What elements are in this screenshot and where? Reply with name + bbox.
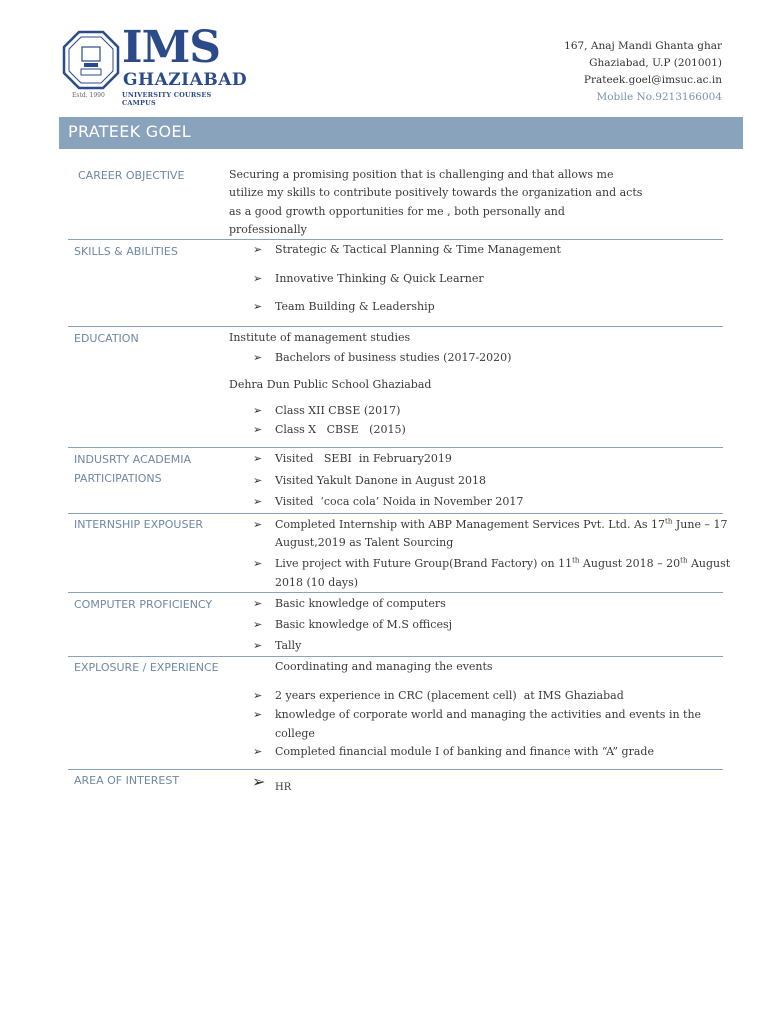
logo-city: GHAZIABAD bbox=[123, 70, 248, 90]
institution-name: Institute of management studies bbox=[229, 331, 411, 344]
list-item: ➢ Innovative Thinking & Quick Learner bbox=[275, 269, 484, 288]
section-experience bbox=[68, 656, 723, 770]
logo-estd: Estd. 1990 bbox=[72, 92, 105, 99]
mobile-number: Mobile No.9213166004 bbox=[596, 91, 722, 103]
contact-block bbox=[564, 38, 722, 106]
bullet-arrow-icon: ➢ bbox=[253, 404, 263, 417]
list-item: ➢ Strategic & Tactical Planning & Time Management bbox=[275, 240, 561, 259]
section-label: COMPUTER PROFICIENCY bbox=[74, 598, 213, 611]
experience-heading: Coordinating and managing the events bbox=[275, 660, 493, 673]
section-career-objective bbox=[68, 165, 723, 239]
list-item: ➢ Visited ‘coca cola’ Noida in November 2017 bbox=[275, 492, 523, 511]
list-item: ➢ Completed Internship with ABP Management Services Pvt. Ltd. As 17th June – 17 bbox=[275, 515, 727, 534]
bullet-arrow-icon: ➢ bbox=[253, 272, 263, 285]
bullet-arrow-icon: ➢ bbox=[253, 745, 263, 758]
section-industry-academia bbox=[68, 447, 723, 514]
bullet-arrow-icon: ➢ bbox=[253, 708, 263, 721]
bullet-arrow-icon: ➢ bbox=[253, 474, 263, 487]
section-label: PARTICIPATIONS bbox=[74, 472, 162, 485]
list-item: ➢ Completed financial module I of banking and finance with “A” grade bbox=[275, 742, 654, 761]
career-line: professionally bbox=[229, 223, 307, 236]
list-item: ➢ Basic knowledge of M.S officesj bbox=[275, 615, 452, 634]
ims-logo bbox=[62, 22, 248, 107]
bullet-arrow-icon: ➢ bbox=[253, 597, 263, 610]
section-label: EXPLOSURE / EXPERIENCE bbox=[74, 661, 219, 674]
bullet-arrow-icon: ➢ bbox=[253, 351, 263, 364]
list-item-continuation: college bbox=[275, 727, 315, 740]
ims-seal-icon bbox=[62, 30, 120, 90]
bullet-arrow-icon: ➢ bbox=[253, 518, 263, 531]
career-line: as a good growth opportunities for me , both personally and bbox=[229, 205, 565, 218]
address-line-1: 167, Anaj Mandi Ghanta ghar bbox=[564, 40, 722, 52]
list-item: ➢ Class X CBSE (2015) bbox=[275, 420, 406, 439]
section-label: CAREER OBJECTIVE bbox=[78, 169, 185, 182]
list-item: ➢ Visited SEBI in February2019 bbox=[275, 449, 452, 468]
list-item: ➢ Live project with Future Group(Brand Factory) on 11th August 2018 – 20th August bbox=[275, 554, 730, 573]
list-item: ➢ 2 years experience in CRC (placement cell) at IMS Ghaziabad bbox=[275, 686, 624, 705]
list-item: ➢ HR bbox=[252, 772, 292, 793]
email[interactable]: Prateek.goel@imsuc.ac.in bbox=[583, 74, 722, 86]
logo-wordmark: IMS bbox=[122, 22, 221, 73]
institution-name: Dehra Dun Public School Ghaziabad bbox=[229, 378, 432, 391]
section-label: INDUSRTY ACADEMIA bbox=[74, 453, 191, 466]
section-label: EDUCATION bbox=[74, 332, 139, 345]
section-area-of-interest bbox=[68, 769, 723, 810]
name-bar bbox=[59, 117, 743, 149]
section-education bbox=[68, 326, 723, 448]
section-label: INTERNSHIP EXPOUSER bbox=[74, 518, 204, 531]
list-item: ➢ knowledge of corporate world and managing the activities and events in the bbox=[275, 705, 701, 724]
list-item-continuation: August,2019 as Talent Sourcing bbox=[275, 536, 454, 549]
address-line-2: Ghaziabad, U.P (201001) bbox=[589, 57, 722, 69]
section-skills bbox=[68, 239, 723, 327]
bullet-arrow-icon: ➢ bbox=[253, 557, 263, 570]
list-item: ➢ Visited Yakult Danone in August 2018 bbox=[275, 471, 486, 490]
section-internship bbox=[68, 513, 731, 593]
list-item: ➢ Team Building & Leadership bbox=[275, 297, 435, 316]
bullet-arrow-icon: ➢ bbox=[253, 243, 263, 256]
list-item: ➢ Class XII CBSE (2017) bbox=[275, 401, 400, 420]
bullet-arrow-icon: ➢ bbox=[253, 423, 263, 436]
logo-tagline: UNIVERSITY COURSES CAMPUS bbox=[122, 91, 212, 107]
career-line: utilize my skills to contribute positively towards the organization and acts bbox=[229, 186, 643, 199]
bullet-arrow-icon: ➢ bbox=[253, 639, 263, 652]
section-computer-proficiency bbox=[68, 592, 723, 657]
list-item: ➢ Basic knowledge of computers bbox=[275, 594, 446, 613]
list-item: ➢ Bachelors of business studies (2017-2020) bbox=[275, 348, 511, 367]
section-label: SKILLS & ABILITIES bbox=[74, 245, 178, 258]
bullet-arrow-icon: ➢ bbox=[253, 689, 263, 702]
list-item-continuation: 2018 (10 days) bbox=[275, 576, 359, 589]
list-item: ➢ Tally bbox=[275, 636, 301, 655]
bullet-arrow-icon: ➢ bbox=[252, 772, 266, 791]
bullet-arrow-icon: ➢ bbox=[253, 495, 263, 508]
section-label: AREA OF INTEREST bbox=[74, 774, 180, 787]
bullet-arrow-icon: ➢ bbox=[253, 452, 263, 465]
bullet-arrow-icon: ➢ bbox=[253, 618, 263, 631]
career-line: Securing a promising position that is challenging and that allows me bbox=[229, 168, 614, 181]
bullet-arrow-icon: ➢ bbox=[253, 300, 263, 313]
candidate-name: PRATEEK GOEL bbox=[68, 122, 192, 141]
